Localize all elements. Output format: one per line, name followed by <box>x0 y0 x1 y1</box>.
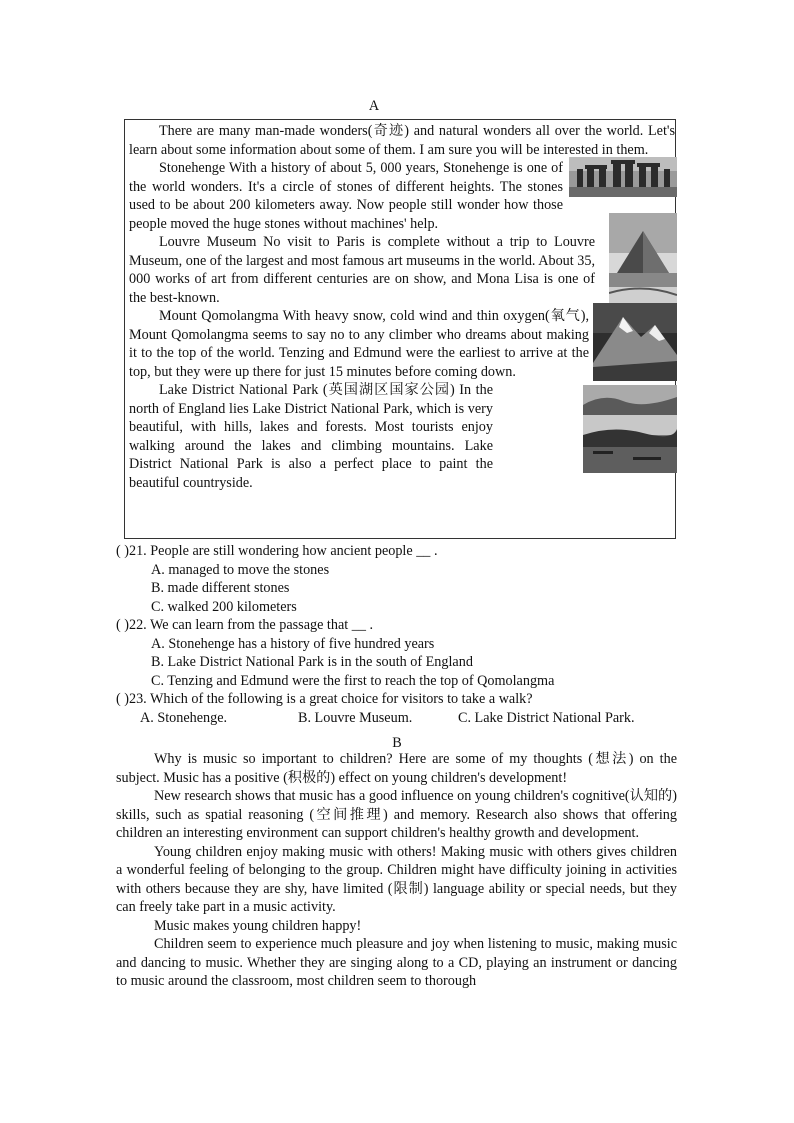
passage-b-paragraph-5: Children seem to experience much pleasure and joy when listening to music, making music and dancing to music. Whether they are singing along to a CD, playing an instrument or dancing to music around the classroom, most children seem to thorough <box>116 936 677 989</box>
passage-b-paragraph-3: Young children enjoy making music with others! Making music with others gives children a wonderful feeling of belonging to the group. Children might have difficulty joining in activities with others because they are shy, have limited (限制) language ability or special needs, but they can freely take part in a music activity. <box>116 843 677 915</box>
passage-a-text <box>129 122 675 492</box>
question-23-option-c: C. Lake District National Park. <box>458 709 635 726</box>
question-21-option-c: C. walked 200 kilometers <box>151 598 297 615</box>
lake-district-paragraph: Lake District National Park (英国湖区国家公园) In the north of England lies Lake District National Park, which is very beautiful, with hills, lakes and forests. Most tourists enjoy walking around the lakes and climbing mountains. Lake District National Park is also a perfect place to paint the beautiful countryside. <box>129 382 493 491</box>
question-23: ( )23. Which of the following is a great choice for visitors to take a walk? <box>116 691 533 707</box>
section-b-title: B <box>392 735 402 751</box>
attraction-lake-district <box>129 381 675 492</box>
attraction-stonehenge <box>129 159 675 233</box>
question-21: ( )21. People are still wondering how ancient people __ . <box>116 543 438 559</box>
section-a-title: A <box>368 98 380 114</box>
passage-b-text <box>116 750 677 991</box>
attraction-louvre <box>129 233 675 307</box>
question-23-option-a: A. Stonehenge. <box>140 709 228 726</box>
passage-a-box <box>124 119 676 539</box>
passage-b-paragraph-2: New research shows that music has a good influence on young children's cognitive(认知的) skills, such as spatial reasoning (空间推理) and memory. Research also shows that offering children an interesting environment can support children's healthy growth and development. <box>116 788 677 841</box>
question-22: ( )22. We can learn from the passage that __ . <box>116 617 374 633</box>
qomolangma-paragraph: Mount Qomolangma With heavy snow, cold wind and thin oxygen(氧气), Mount Qomolangma seems to say no to any climber who dreams about making it to the top of the world. Tenzing and Edmund were the earliest to arrive at the top, but they were up there for just 15 minutes before coming down. <box>129 308 589 380</box>
louvre-paragraph: Louvre Museum No visit to Paris is complete without a trip to Louvre Museum, one of the largest and most famous art museums in the world. About 35, 000 works of art from different centuries are on show, and Mona Lisa is one of the best-known. <box>129 234 595 306</box>
louvre-pyramid-photo <box>609 213 677 303</box>
question-22-option-c: C. Tenzing and Edmund were the first to reach the top of Qomolangma <box>151 672 555 689</box>
stonehenge-photo <box>569 157 677 197</box>
attraction-qomolangma <box>129 307 675 381</box>
question-23-options <box>140 709 686 728</box>
intro-paragraph: There are many man-made wonders(奇迹) and natural wonders all over the world. Let's learn about some information about some of them. I am sure you will be interested in them. <box>129 123 675 158</box>
question-21-option-a: A. managed to move the stones <box>151 561 330 578</box>
question-23-option-b: B. Louvre Museum. <box>298 709 413 726</box>
passage-b-paragraph-4: Music makes young children happy! <box>154 917 362 934</box>
mountain-photo <box>593 303 677 381</box>
question-21-option-b: B. made different stones <box>151 580 290 596</box>
question-22-option-b: B. Lake District National Park is in the south of England <box>151 654 473 670</box>
questions-section <box>116 542 686 727</box>
lake-photo <box>583 385 677 473</box>
stonehenge-paragraph: Stonehenge With a history of about 5, 000 years, Stonehenge is one of the world wonders. It's a circle of stones of different heights. The stones used to be about 200 kilometers away. Now people still wonder how those people moved the huge stones without machines' help. <box>129 160 563 232</box>
question-22-option-a: A. Stonehenge has a history of five hundred years <box>151 635 435 652</box>
passage-b-paragraph-1: Why is music so important to children? Here are some of my thoughts (想法) on the subject. Music has a positive (积极的) effect on young children's development! <box>116 751 677 786</box>
